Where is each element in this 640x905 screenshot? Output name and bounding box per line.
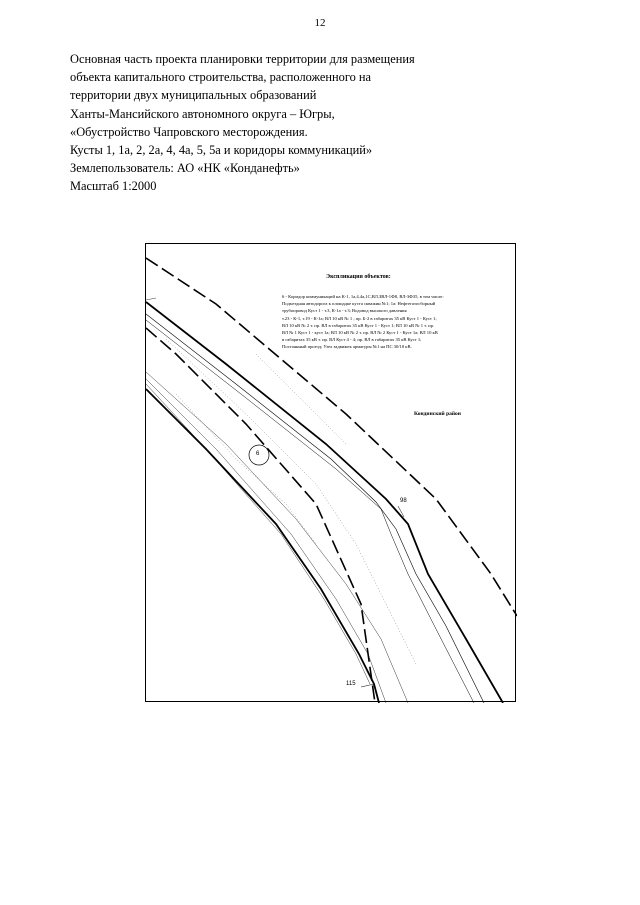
legend-line: ВЛ 10 кВ № 2 т. пр. ВЛ в габаритах 35 кВ Куст 1 - Куст 1; ВЛ 10 кВ № 1 т. пр.	[282, 322, 435, 328]
header-line: Масштаб 1:2000	[70, 179, 157, 194]
zone-leader-line	[146, 298, 156, 300]
planning-map	[145, 243, 516, 702]
legend-line: т.23 - К-1, т.19 - К-1а; ВЛ 10 кВ № 1 ; пр. Б-2 в габаритах 35 кВ Куст 1 - Куст 1;	[282, 315, 437, 321]
district-label: Кондинский район	[414, 411, 461, 417]
header-line: «Обустройство Чапровского месторождения.	[70, 124, 308, 139]
legend-line: Постоянный проезд; Узел задвижек арматуры №1 на ПС 30/10 кВ.	[282, 344, 412, 350]
point-label-98: 98	[400, 498, 407, 504]
header-line: Кусты 1, 1а, 2, 2а, 4, 4а, 5, 5а и коридоры коммуникаций»	[70, 143, 373, 158]
contour-line	[166, 339, 416, 664]
corridor-line	[146, 320, 474, 703]
point-label-115: 115	[346, 681, 356, 687]
document-header	[70, 50, 590, 196]
header-line: Землепользователь: АО «НК «Конданефть»	[70, 161, 300, 176]
zone-number-label: 6	[256, 451, 260, 457]
header-line: объекта капитального строительства, расположенного на	[70, 70, 372, 85]
corridor-line	[146, 379, 386, 703]
legend-text	[282, 293, 507, 351]
legend-line: Подъездная автодорога к площадке куста скважин №1; 1а: Нефтегазосборный	[282, 301, 436, 307]
page-number: 12	[314, 17, 326, 29]
header-line: Ханты-Мансийского автономного округа – Югры,	[70, 106, 335, 121]
header-line: Основная часть проекта планировки территории для размещения	[70, 52, 415, 66]
legend-line: 6 - Коридор коммуникаций на К-1, 1а,4,4а,1С,ВЛ,ЗВЛ-1Ф8, ВЛ-3Ф35, в том числе:	[282, 294, 444, 299]
corridor-line	[146, 314, 484, 703]
legend-line: ВЛ № 1 Куст 1 - куст 1а; ВЛ 10 кВ № 2 т. пр. ВЛ № 2 Куст 1 - Куст 1а; ВЛ 10 кВ	[282, 330, 438, 336]
legend-title: Экспликация объектов:	[326, 274, 391, 280]
contour-line	[176, 394, 316, 544]
corridor-border-upper	[146, 302, 503, 703]
corridor-line	[146, 384, 370, 684]
header-line: территории двух муниципальных образований	[70, 88, 317, 103]
legend-line: в габаритах 35 кВ т. пр. ВЛ Куст 4 - 4; пр. ВЛ в габаритах 35 кВ Куст 1;	[282, 337, 422, 343]
dashed-boundary-lower	[146, 328, 375, 703]
corridor-border-lower	[146, 389, 379, 703]
legend-line: трубопровод Куст 1 - т.3, К-1а - т.3; Водовод высокого давления	[282, 308, 407, 314]
